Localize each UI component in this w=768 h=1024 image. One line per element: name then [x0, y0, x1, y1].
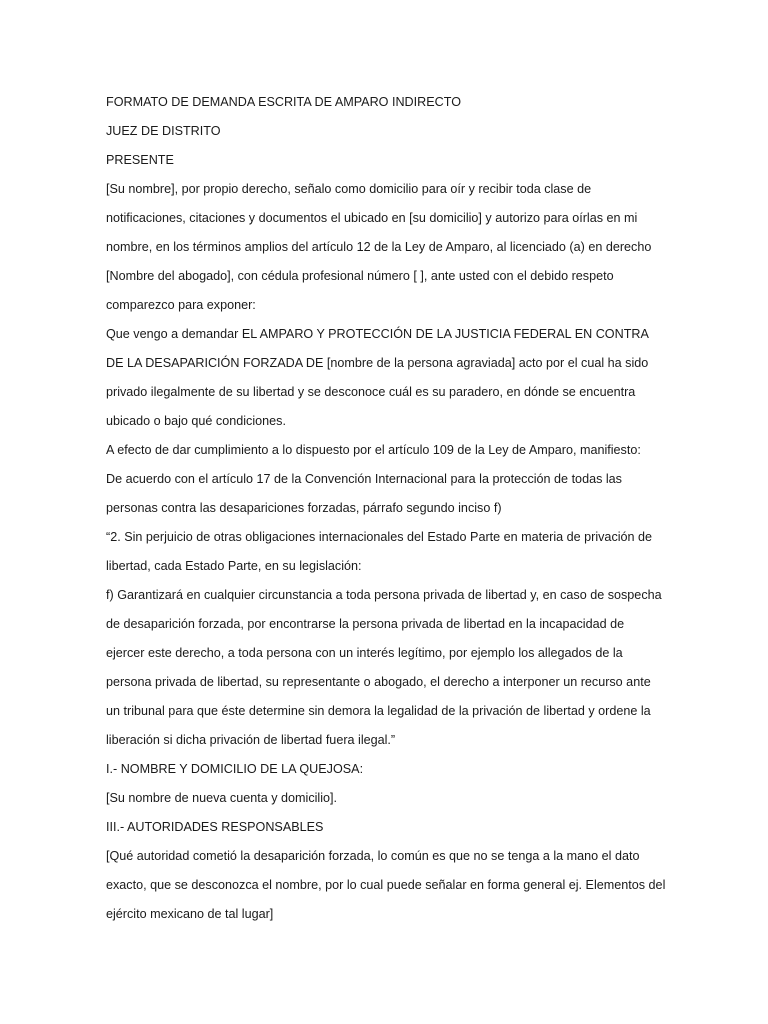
section-heading-quejosa: I.- NOMBRE Y DOMICILIO DE LA QUEJOSA:: [106, 762, 364, 776]
autoridades-placeholder: [Qué autoridad cometió la desaparición forzada, lo común es que no se tenga a la mano el dato exacto, que se desconozca el nombre, por lo cual puede señalar en forma general ej. Elementos del ejército mexicano de tal lugar]: [106, 849, 666, 921]
section-heading-autoridades: III.- AUTORIDADES RESPONSABLES: [106, 820, 324, 834]
addressee-line: JUEZ DE DISTRITO: [106, 124, 221, 138]
paragraph-article-109: A efecto de dar cumplimiento a lo dispuesto por el artículo 109 de la Ley de Amparo, manifiesto:: [106, 443, 641, 457]
quejosa-placeholder: [Su nombre de nueva cuenta y domicilio].: [106, 791, 338, 805]
paragraph-demand: Que vengo a demandar EL AMPARO Y PROTECCIÓN DE LA JUSTICIA FEDERAL EN CONTRA DE LA DESAPARICIÓN FORZADA DE [nombre de la persona agraviada] acto por el cual ha sido privado ilegalmente de su libertad y se desconoce cuál es su paradero, en dónde se encuentra ubicado o bajo qué condiciones.: [106, 327, 649, 428]
document-title: FORMATO DE DEMANDA ESCRITA DE AMPARO INDIRECTO: [106, 95, 462, 109]
paragraph-intro: [Su nombre], por propio derecho, señalo como domicilio para oír y recibir toda clase de notificaciones, citaciones y documentos el ubicado en [su domicilio] y autorizo para oírlas en mi nombre, en los términos amplios del artículo 12 de la Ley de Amparo, al licenciado (a) en derecho [Nombre del abogado], con cédula profesional número [ ], ante usted con el debido respeto comparezco para exponer:: [106, 182, 652, 312]
quote-intro: “2. Sin perjuicio de otras obligaciones internacionales del Estado Parte en materia de privación de libertad, cada Estado Parte, en su legislación:: [106, 530, 653, 573]
quote-body: f) Garantizará en cualquier circunstancia a toda persona privada de libertad y, en caso de sospecha de desaparición forzada, por encontrarse la persona privada de libertad en la incapacidad de ejercer este derecho, a toda persona con un interés legítimo, por ejemplo los allegados de la persona privada de libertad, su representante o abogado, el derecho a interponer un recurso ante un tribunal para que éste determine sin demora la legalidad de la privación de libertad y ordene la liberación si dicha privación de libertad fuera ilegal.”: [106, 588, 662, 747]
paragraph-convention: De acuerdo con el artículo 17 de la Convención Internacional para la protección de todas las personas contra las desapariciones forzadas, párrafo segundo inciso f): [106, 472, 622, 515]
document-body: [106, 88, 666, 929]
addressee-presente: PRESENTE: [106, 153, 174, 167]
